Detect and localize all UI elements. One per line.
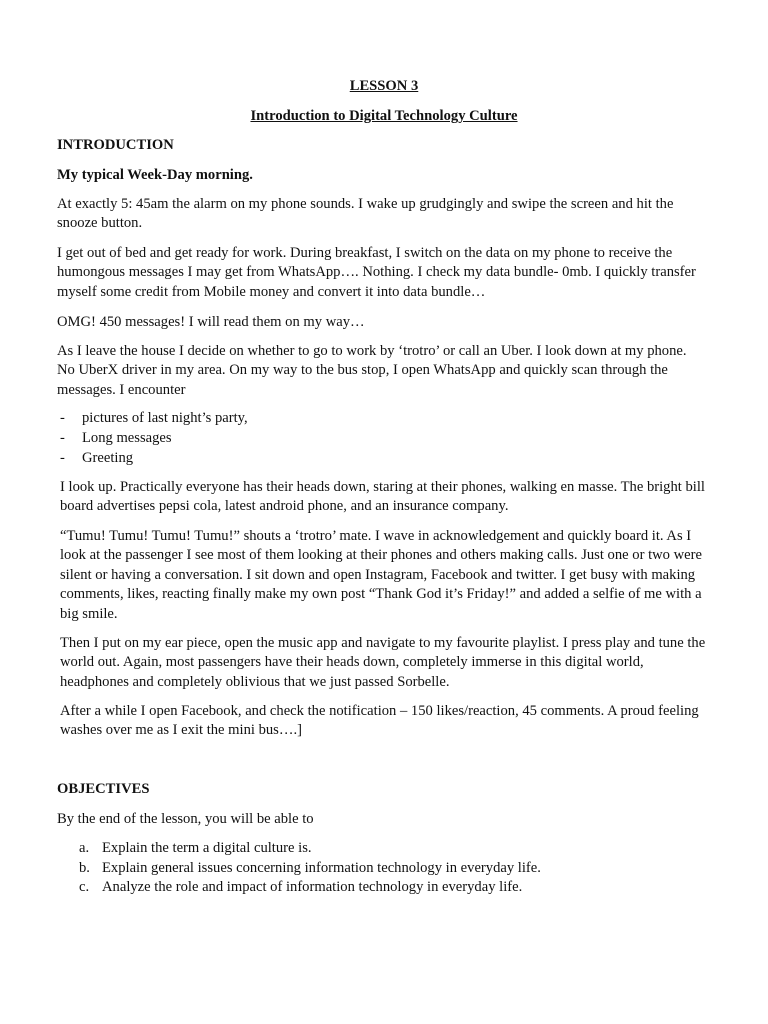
objective-item	[79, 878, 699, 898]
lesson-title: LESSON 3	[349, 78, 419, 94]
objective-marker: c.	[79, 879, 90, 895]
list-marker: -	[60, 410, 65, 426]
introduction-heading: INTRODUCTION	[57, 137, 174, 153]
paragraph-trotro: “Tumu! Tumu! Tumu! Tumu!” shouts a ‘trotro’ mate. I wave in acknowledgement and quickly board it. As I look at the passenger I see most of them looking at their phones and others making calls. Just one or two were silent or having a conversation. I sit down and open Instagram, Facebook and twitter. I get busy with making comments, likes, reacting finally make my own post “Thank God it’s Friday!” and added a selfie of me with a big smile.	[60, 528, 702, 622]
paragraph-alarm: At exactly 5: 45am the alarm on my phone sounds. I wake up grudgingly and swipe the screen and hit the snooze button.	[57, 196, 674, 232]
objective-item	[79, 859, 699, 879]
paragraph-facebook: After a while I open Facebook, and check the notification – 150 likes/reaction, 45 comments. A proud feeling washes over me as I exit the mini bus….]	[60, 703, 699, 739]
objective-item	[79, 839, 699, 859]
objective-marker: a.	[79, 840, 90, 856]
list-item	[60, 409, 700, 429]
list-item	[60, 429, 700, 449]
objectives-intro: By the end of the lesson, you will be able to	[57, 811, 314, 827]
list-marker: -	[60, 450, 65, 466]
objective-marker: b.	[79, 860, 90, 876]
paragraph-breakfast: I get out of bed and get ready for work. During breakfast, I switch on the data on my phone to receive the humongous messages I may get from WhatsApp…. Nothing. I check my data bundle- 0mb. I quickly transfer myself some credit from Mobile money and convert it into data bundle…	[57, 245, 696, 300]
paragraph-leave-house: As I leave the house I decide on whether to go to work by ‘trotro’ or call an Uber. I look down at my phone. No UberX driver in my area. On my way to the bus stop, I open WhatsApp and quickly scan through the messages. I encounter	[57, 343, 687, 398]
lesson-subtitle: Introduction to Digital Technology Culture	[250, 108, 518, 124]
paragraph-messages: OMG! 450 messages! I will read them on my way…	[57, 314, 365, 330]
objective-text: Analyze the role and impact of information technology in everyday life.	[102, 879, 523, 895]
list-item-text: pictures of last night’s party,	[82, 410, 248, 426]
list-marker: -	[60, 430, 65, 446]
paragraph-music: Then I put on my ear piece, open the music app and navigate to my favourite playlist. I press play and tune the world out. Again, most passengers have their heads down, completely immerse in this digital world, headphones and completely oblivious that we just passed Sorbelle.	[60, 635, 706, 690]
objective-text: Explain the term a digital culture is.	[102, 840, 312, 856]
objective-text: Explain general issues concerning information technology in everyday life.	[102, 860, 541, 876]
objectives-heading: OBJECTIVES	[57, 781, 150, 797]
list-item	[60, 449, 700, 469]
list-item-text: Greeting	[82, 450, 134, 466]
introduction-subheading: My typical Week-Day morning.	[57, 167, 253, 183]
list-item-text: Long messages	[82, 430, 172, 446]
paragraph-look-up: I look up. Practically everyone has their heads down, staring at their phones, walking en masse. The bright bill board advertises pepsi cola, latest android phone, and an insurance company.	[60, 479, 705, 515]
